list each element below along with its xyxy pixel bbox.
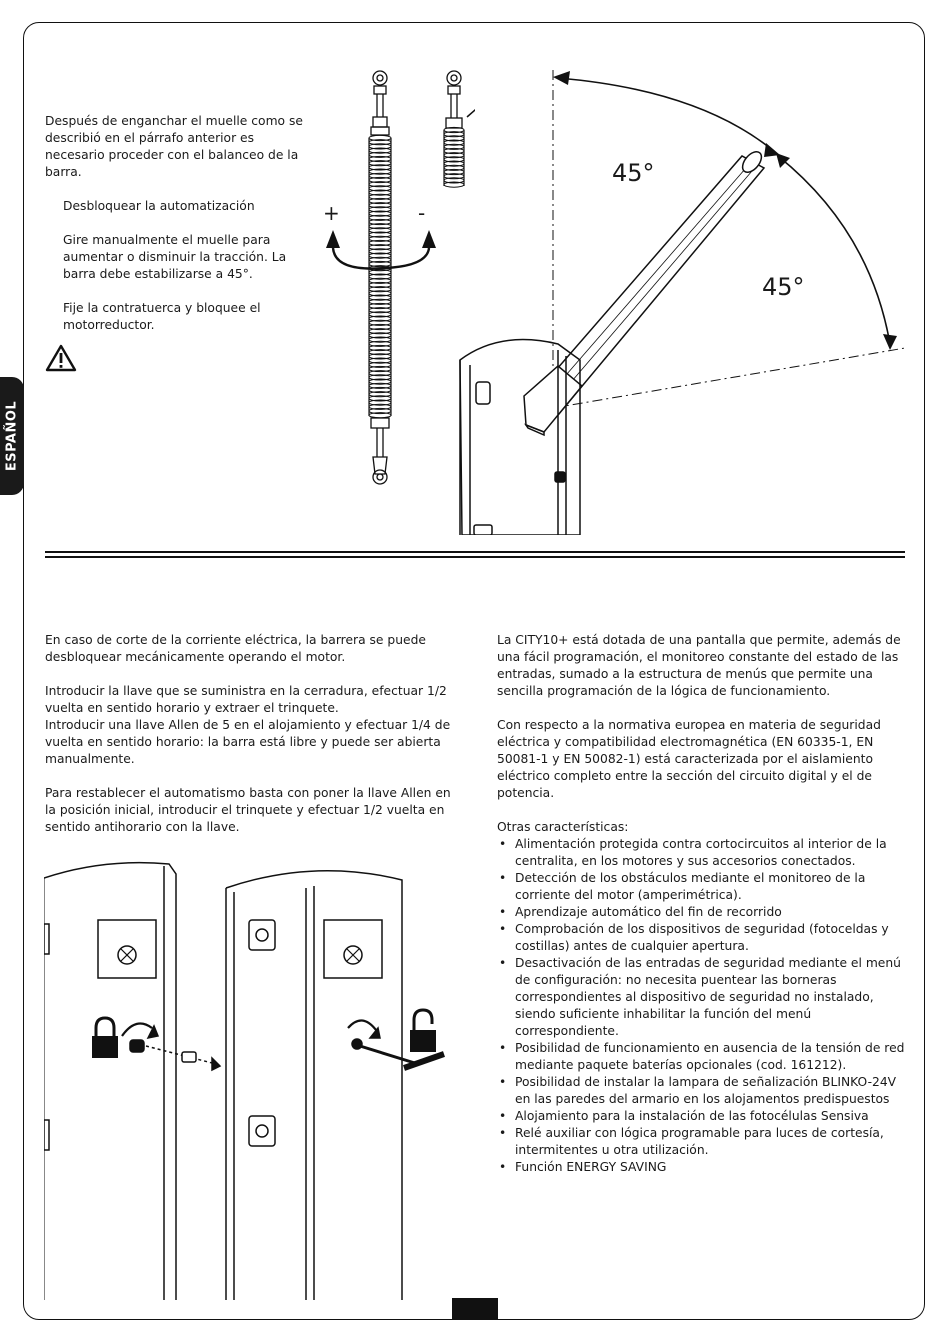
manual-release-p2: Introducir la llave que se suministra en la cerradura, efectuar 1/2 vuelta en sentido horario y extraer el trinquete. <box>45 684 447 715</box>
features-title: Otras características: <box>497 820 629 834</box>
balance-step-2: Gire manualmente el muelle para aumentar o disminuir la tracción. La barra debe estabilizarse a 45°. <box>63 233 287 281</box>
manual-release-text <box>45 632 455 836</box>
control-unit-p1: La CITY10+ está dotada de una pantalla que permite, además de una fácil programación, el monitoreo constante del estado de las entradas, sumado a la estructura de menús que permite una sencilla programación de la lógica de funcionamiento. <box>497 633 901 698</box>
feature-item: • Detección de los obstáculos mediante el monitoreo de la corriente del motor (amperimétrica). <box>497 870 907 904</box>
feature-item: • Función ENERGY SAVING <box>497 1159 907 1176</box>
manual-release-p4: Para restablecer el automatismo basta con poner la llave Allen en la posición inicial, introducir el trinquete y efectuar 1/2 vuelta en sentido antihorario con la llave. <box>45 786 451 834</box>
locked-padlock-icon <box>92 1018 118 1058</box>
language-tab <box>0 377 24 495</box>
feature-item: • Desactivación de las entradas de seguridad mediante el menú de configuración: no necesita puentear las borneras correspondientes al dispositivo de seguridad no instalado, siendo suficiente inhabilitar la función del menú correspondiente. <box>497 955 907 1040</box>
decrease-sign: - <box>418 201 426 225</box>
balance-step-3: Fije la contratuerca y bloquee el motorreductor. <box>63 301 261 332</box>
manual-release-diagram <box>44 858 454 1300</box>
angle-label-top: 45° <box>612 159 655 187</box>
balance-instructions <box>45 113 307 334</box>
unlocked-padlock-icon <box>410 1010 436 1052</box>
feature-item: • Relé auxiliar con lógica programable para luces de cortesía, intermitentes u otra utilización. <box>497 1125 907 1159</box>
feature-item: • Posibilidad de funcionamiento en ausencia de la tensión de red mediante paquete baterías opcionales (cod. 161212). <box>497 1040 907 1074</box>
feature-item: • Posibilidad de instalar la lampara de señalización BLINKO-24V en las paredes del armario en los alojamentos predispuestos <box>497 1074 907 1108</box>
feature-item: • Comprobación de los dispositivos de seguridad (fotoceldas y costillas) antes de cualquier apertura. <box>497 921 907 955</box>
manual-release-p1: En caso de corte de la corriente eléctrica, la barrera se puede desbloquear mecánicamente operando el motor. <box>45 633 426 664</box>
balance-intro: Después de enganchar el muelle como se describió en el párrafo anterior es necesario proceder con el balanceo de la barra. <box>45 114 303 179</box>
feature-item: • Aprendizaje automático del fin de recorrido <box>497 904 907 921</box>
long-spring-coil <box>369 135 391 417</box>
balance-step-1: Desbloquear la automatización <box>63 199 255 213</box>
angle-label-bottom: 45° <box>762 273 805 301</box>
control-unit-p2: Con respecto a la normativa europea en materia de seguridad eléctrica y compatibilidad electromagnética (EN 60335-1, EN 50081-1 y EN 50082-1) está caracterizada por el aislamiento eléctrico completo entre la sección del circuito digital y el de potencia. <box>497 718 881 800</box>
features-list <box>497 836 907 1176</box>
feature-item: • Alimentación protegida contra cortocircuitos al interior de la centralita, en los motores y sus accesorios conectados. <box>497 836 907 870</box>
section-divider-bottom <box>45 556 905 558</box>
language-tab-label: ESPAÑOL <box>4 400 20 472</box>
feature-item: • Alojamiento para la instalación de las fotocélulas Sensiva <box>497 1108 907 1125</box>
section-divider-top <box>45 551 905 553</box>
increase-sign: + <box>323 201 340 225</box>
control-unit-text <box>497 632 907 1176</box>
page-number-tab <box>452 1298 498 1320</box>
warning-triangle-icon <box>45 344 77 372</box>
manual-release-p3: Introducir una llave Allen de 5 en el alojamiento y efectuar 1/4 de vuelta en sentido horario: la barra está libre y puede ser abierta manualmente. <box>45 718 451 766</box>
barrier-balance-diagram <box>440 60 910 535</box>
